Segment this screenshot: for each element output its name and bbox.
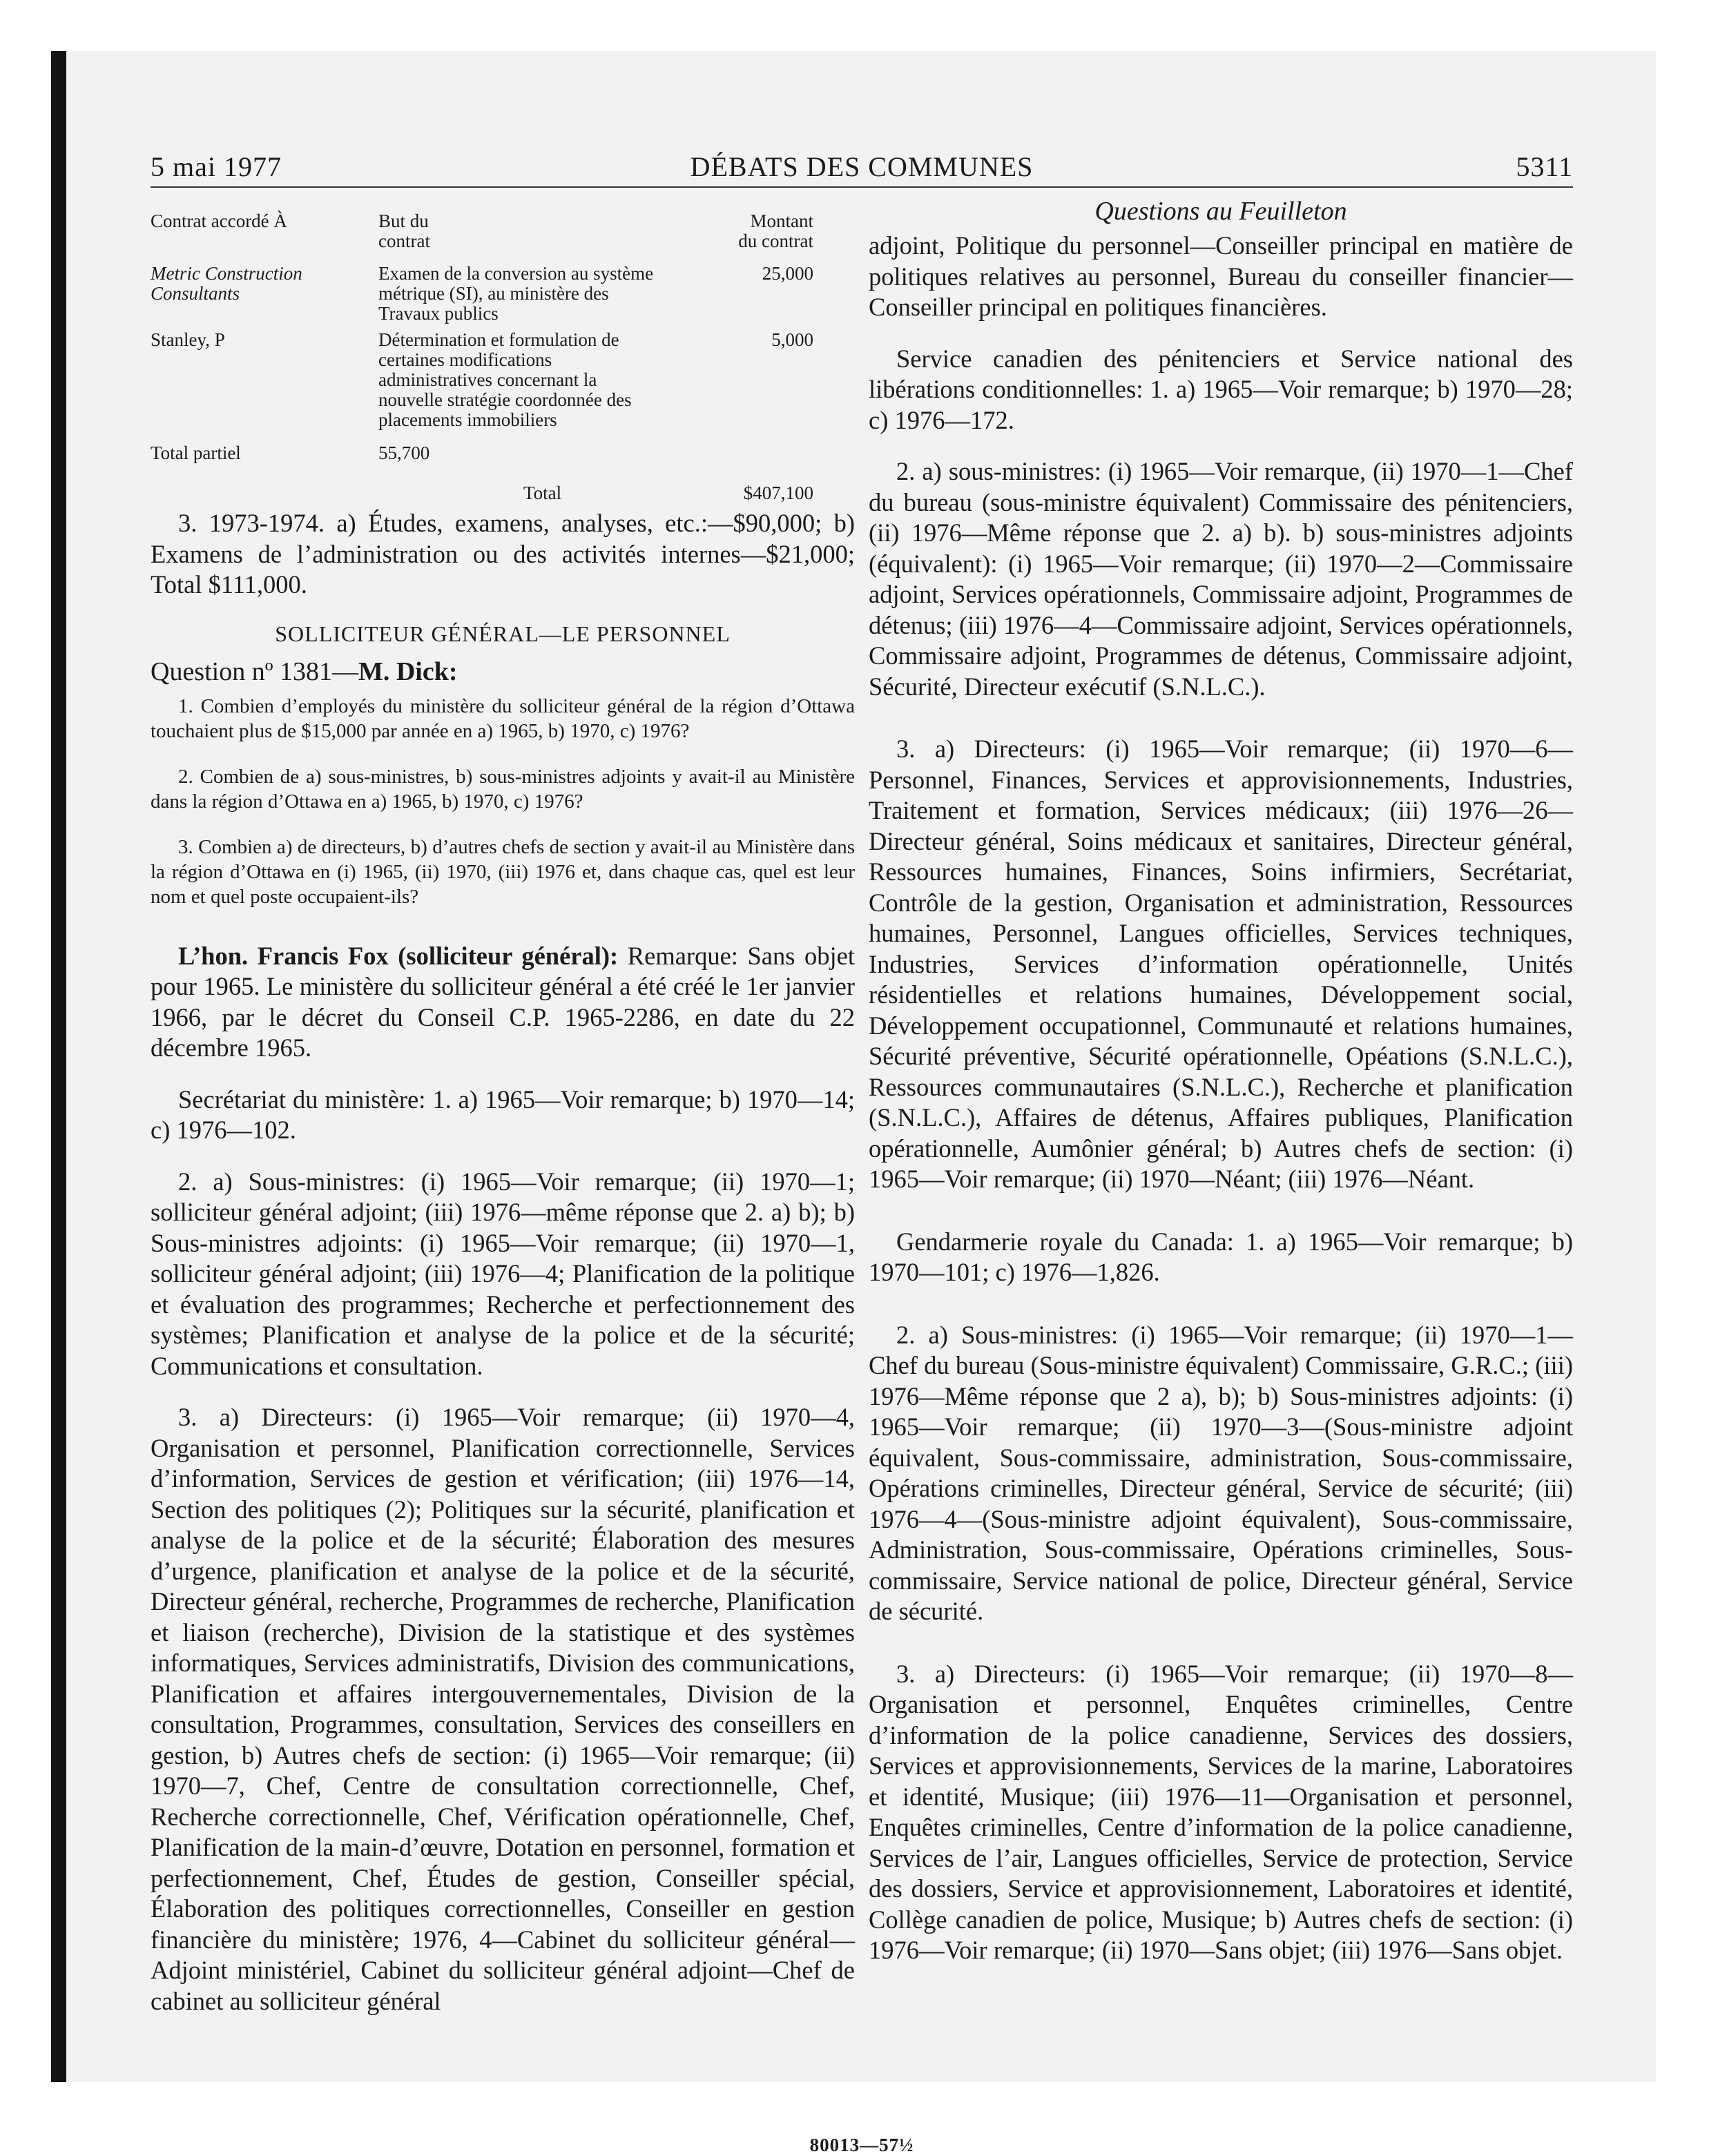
question-heading: Question nº 1381—M. Dick: (151, 657, 458, 686)
table-row-2-purpose: Détermination et formulation de certaines modifications administratives concernant la nouvelle stratégie coordonnée des placements immobiliers (378, 329, 632, 430)
table-header-amount: Montant du contrat (738, 211, 813, 251)
table-row-1-purpose: Examen de la conversion au système métrique (SI), au ministère des Travaux publics (378, 263, 654, 324)
table-row-2-amount: 5,000 (771, 329, 813, 350)
header-page-number: 5311 (1516, 151, 1573, 182)
paragraph-continuation: adjoint, Politique du personnel—Conseiller principal en matière de politiques relatives au personnel, Bureau du conseiller financier—Conseiller principal en politiques financières. (869, 231, 1573, 321)
question-1: 1. Combien d’employés du ministère du solliciteur général de la région d’Ottawa touchaient plus de $15,000 par année en a) 1965, b) 1970, c) 1976? (151, 695, 855, 742)
paragraph-penitenciers-1: Service canadien des pénitenciers et Service national des libérations conditionnelles: 1. a) 1965—Voir remarque; b) 1970—28; c) 1976—172. (869, 344, 1573, 434)
paragraph-penitenciers-2: 2. a) sous-ministres: (i) 1965—Voir remarque, (ii) 1970—1—Chef du bureau (sous-ministre équivalent) Commissaire des pénitenciers, (ii) 1976—Même réponse que 2. a) b). b) sous-ministres adjoints (équivalent): (i) 1965—Voir remarque; (ii) 1970—2—Commissaire adjoint, Services opérationnels, Commissaire adjoint, Programmes de détenus; (iii) 1976—4—Commissaire adjoint, Services opérationnels, Commissaire adjoint, Programmes de détenus, Commissaire adjoint, Sécurité, Directeur exécutif (S.N.L.C.). (869, 457, 1573, 701)
table-total-label: Total (523, 483, 562, 503)
right-column (869, 186, 1573, 1966)
document-page (151, 145, 1573, 2155)
table-subtotal-label: Total partiel (151, 443, 241, 463)
table-row-1-recipient: Metric Construction Consultants (151, 263, 302, 304)
question-2: 2. Combien de a) sous-ministres, b) sous-ministres adjoints y avait-il au Ministère dans la région d’Ottawa en a) 1965, b) 1970, c) 1976? (151, 765, 855, 813)
table-row-1-amount: 25,000 (762, 263, 813, 284)
paragraph-directeurs: 3. a) Directeurs: (i) 1965—Voir remarque; (ii) 1970—4, Organisation et personnel, Planification correctionnelle, Services d’information, Services de gestion et vérification; (iii) 1976—14, Section des politiques (2); Politiques sur la sécurité, planification et analyse de la police et de la sécurité; Élaboration des mesures d’urgence, planification et analyse de la police et de la sécurité, Directeur général, recherche, Programmes de recherche, Planification et liaison (recherche), Division de la statistique et des systèmes informatiques, Services administratifs, Division des communications, Planification et affaires intergouvernementales, Division de la consultation, Programmes, consultation, Services des conseillers en gestion, b) Autres chefs de section: (i) 1965—Voir remarque; (ii) 1970—7, Chef, Centre de consultation correctionnelle, Chef, Recherche correctionnelle, Chef, Vérification opérationnelle, Chef, Planification de la main-d’œuvre, Dotation en personnel, formation et perfectionnement, Chef, Études de gestion, Conseiller spécial, Élaboration des politiques correctionnelles, Conseiller en gestion financière du ministère; 1976, 4—Cabinet du solliciteur général—Adjoint ministériel, Cabinet du solliciteur général adjoint—Chef de cabinet au solliciteur général (151, 1403, 855, 2015)
answer-text: Remarque: Sans objet pour 1965. Le ministère du solliciteur général a été créé le 1er janvier 1966, par le décret du Conseil C.P. 1965-2286, en date du 22 décembre 1965. (151, 941, 855, 1062)
page-footer-code: 80013—57½ (809, 2135, 914, 2155)
paragraph-grc-1: Gendarmerie royale du Canada: 1. a) 1965—Voir remarque; b) 1970—101; c) 1976—1,826. (869, 1227, 1573, 1286)
table-header-purpose: But du contrat (378, 211, 430, 251)
page-header (151, 145, 1573, 188)
contract-table (151, 211, 855, 508)
running-head: Questions au Feuilleton (1094, 197, 1347, 226)
paragraph-grc-2: 2. a) Sous-ministres: (i) 1965—Voir remarque; (ii) 1970—1—Chef du bureau (Sous-ministre équivalent) Commissaire, G.R.C.; (iii) 1976—Même réponse que 2 a), b); b) Sous-ministres adjoints: (i) 1965—Voir remarque; (ii) 1970—3—(Sous-ministre adjoint équivalent, Sous-commissaire, administration, Sous-commissaire, Opérations criminelles, Directeur général, Service de sécurité; (iii) 1976—4—(Sous-ministre adjoint équivalent), Sous-commissaire, Administration, Sous-commissaire, Opérations criminelles, Sous-commissaire, Service national de police, Directeur général, Service de sécurité. (869, 1320, 1573, 1625)
table-total-value: $407,100 (743, 483, 813, 503)
question-3: 3. Combien a) de directeurs, b) d’autres chefs de section y avait-il au Ministère dans la région d’Ottawa en (i) 1965, (ii) 1970, (iii) 1976 et, dans chaque cas, quel est leur nom et quel poste occupaient-ils? (151, 835, 855, 908)
paragraph-grc-3: 3. a) Directeurs: (i) 1965—Voir remarque; (ii) 1970—8—Organisation et personnel, Enquêtes criminelles, Centre d’information de la police canadienne, Services des dossiers, Services et approvisionnements, Services de la marine, Laboratoires et identité, Musique; (iii) 1976—11—Organisation et personnel, Enquêtes criminelles, Centre d’information de la police canadienne, Services de l’air, Langues officielles, Service de protection, Service des dossiers, Service et approvisionnement, Laboratoires et identité, Collège canadien de police, Musique; b) Autres chefs de section: (i) 1976—Voir remarque; (ii) 1970—Sans objet; (iii) 1976—Sans objet. (869, 1659, 1573, 1964)
paragraph-1973-1974: 3. 1973-1974. a) Études, examens, analyses, etc.:—$90,000; b) Examens de l’administration ou des activités internes—$21,000; Total $111,000. (151, 509, 855, 599)
section-title: SOLLICITEUR GÉNÉRAL—LE PERSONNEL (275, 621, 731, 646)
header-date: 5 mai 1977 (151, 151, 282, 182)
paragraph-sous-ministres: 2. a) Sous-ministres: (i) 1965—Voir remarque; (ii) 1970—1; solliciteur général adjoint; (iii) 1976—même réponse que 2. a) b); b) Sous-ministres adjoints: (i) 1965—Voir remarque; (ii) 1970—1, solliciteur général adjoint; (iii) 1976—4; Planification de la politique et évaluation des programmes; Recherche et perfectionnement des systèmes; Planification et analyse de la police et de la sécurité; Communications et consultation. (151, 1167, 855, 1380)
paragraph-penitenciers-3: 3. a) Directeurs: (i) 1965—Voir remarque; (ii) 1970—6—Personnel, Finances, Services et approvisionnements, Industries, Traitement et formation, Services médicaux; (iii) 1976—26—Directeur général, Soins médicaux et sanitaires, Directeur général, Ressources humaines, Finances, Soins infirmiers, Secrétariat, Contrôle de la gestion, Organisation et administration, Ressources humaines, Personnel, Langues officielles, Services techniques, Industries, Services d’information opérationnelle, Unités résidentielles et relations humaines, Développement social, Développement occupationnel, Communauté et relations humaines, Sécurité préventive, Sécurité opérationnelle, Opéations (S.N.L.C.), Ressources communautaires (S.N.L.C.), Recherche et planification (S.N.L.C.), Affaires de détenus, Affaires publiques, Planification opérationnelle, Aumônier général; b) Autres chefs de section: (i) 1965—Voir remarque; (ii) 1970—Néant; (iii) 1976—Néant. (869, 735, 1573, 1193)
answer-paragraph (151, 941, 855, 1064)
table-row-2-recipient: Stanley, P (151, 329, 225, 350)
paragraph-secretariat: Secrétariat du ministère: 1. a) 1965—Voir remarque; b) 1970—14; c) 1976—102. (151, 1085, 855, 1144)
left-column (151, 200, 855, 2017)
table-header-recipient: Contrat accordé À (151, 211, 287, 231)
table-subtotal-value: 55,700 (378, 443, 430, 463)
header-title: DÉBATS DES COMMUNES (690, 151, 1034, 182)
answer-speaker: L’hon. Francis Fox (solliciteur général): (178, 941, 619, 970)
